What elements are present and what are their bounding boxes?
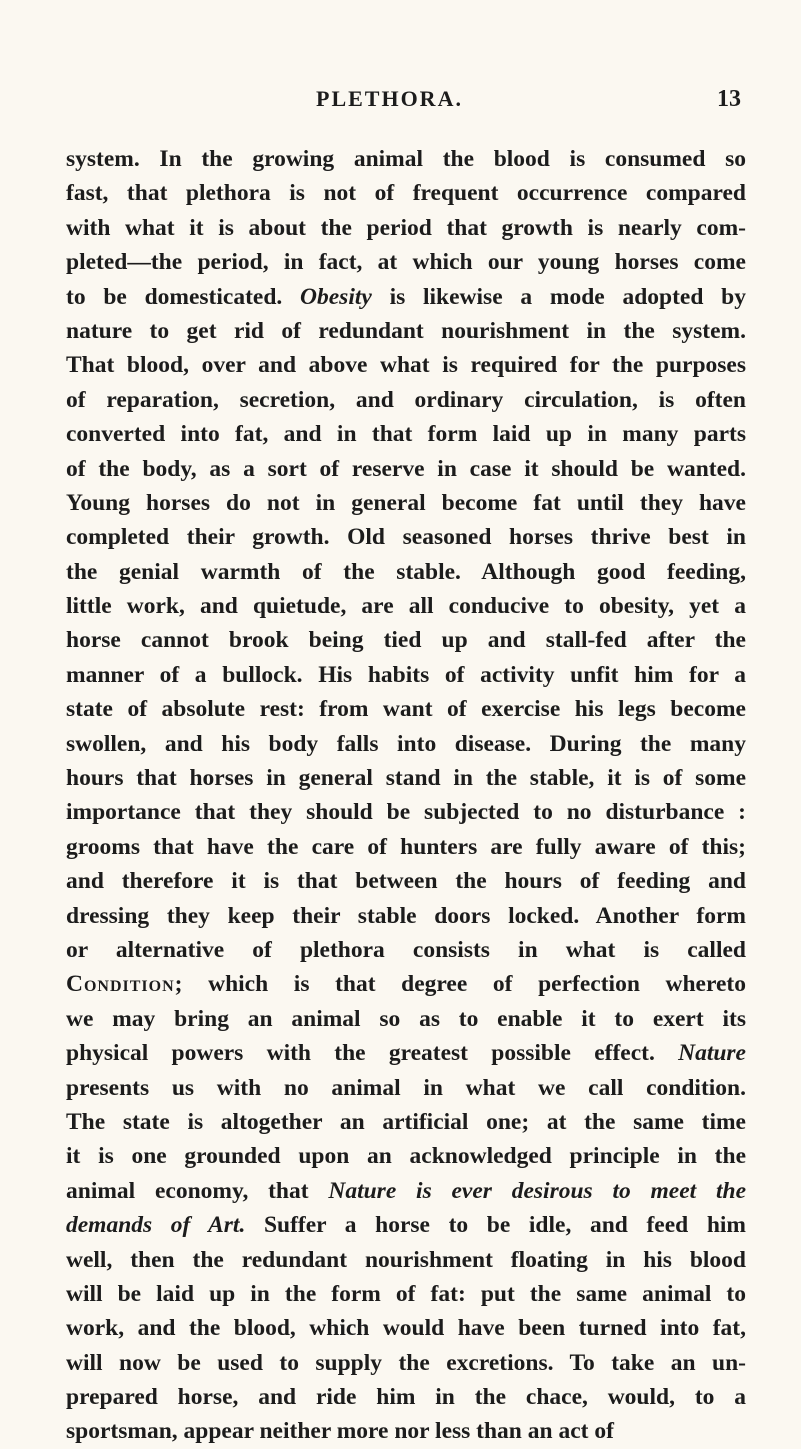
italic-text: Nature is ever desirous to meet the (328, 1177, 746, 1204)
text-line (66, 967, 746, 1001)
text-segment: or alternative of plethora consists in what is called (66, 936, 746, 963)
text-segment: hours that horses in general stand in the stable, it is of some (66, 765, 746, 792)
text-segment: will be laid up in the form of fat: put the same animal to (66, 1280, 746, 1307)
text-line (66, 1105, 746, 1139)
text-segment: swollen, and his body falls into disease. During the many (66, 730, 746, 757)
running-head: PLETHORA. (316, 86, 463, 111)
text-line (66, 727, 746, 761)
text-line (66, 1036, 746, 1070)
text-segment: grooms that have the care of hunters are fully aware of this; (66, 833, 746, 860)
text-line (66, 1071, 746, 1105)
text-segment: nature to get rid of redundant nourishment in the system. (66, 317, 746, 344)
text-line (66, 417, 746, 451)
text-line (66, 1208, 746, 1242)
smallcaps-text: Condition (66, 971, 175, 998)
text-segment: presents us with no animal in what we call condition. (66, 1074, 746, 1101)
text-segment: to be domesticated. (66, 283, 301, 310)
text-line (66, 176, 746, 210)
text-segment: it is one grounded upon an acknowledged principle in the (66, 1143, 746, 1170)
text-segment: and therefore it is that between the hours of feeding and (66, 868, 746, 895)
text-line (66, 1243, 746, 1277)
text-segment: of reparation, secretion, and ordinary circulation, is often (66, 386, 746, 413)
text-segment: dressing they keep their stable doors locked. Another form (66, 902, 746, 929)
text-segment: pleted—the period, in fact, at which our young horses come (66, 249, 746, 276)
text-line (66, 864, 746, 898)
text-segment: ; which is that degree of perfection whereto (174, 971, 746, 998)
text-segment: will now be used to supply the excretions. To take an un- (66, 1349, 746, 1376)
text-segment: of the body, as a sort of reserve in case it should be wanted. (66, 455, 746, 482)
text-line (66, 1002, 746, 1036)
text-segment: importance that they should be subjected to no disturbance : (66, 799, 746, 826)
text-segment: manner of a bullock. His habits of activity unfit him for a (66, 661, 746, 688)
text-line (66, 1346, 746, 1380)
text-segment: the genial warmth of the stable. Although good feeding, (66, 558, 746, 585)
text-line (66, 1414, 746, 1448)
text-line (66, 623, 746, 657)
text-line (66, 555, 746, 589)
text-segment: system. In the growing animal the blood is consumed so (66, 146, 746, 172)
text-segment: well, then the redundant nourishment floating in his blood (66, 1246, 746, 1273)
text-line (66, 1277, 746, 1311)
text-line (66, 795, 746, 829)
text-line (66, 520, 746, 554)
text-line (66, 348, 746, 382)
text-line (66, 899, 746, 933)
text-line (66, 1380, 746, 1414)
text-segment: fast, that plethora is not of frequent occurrence compared (66, 180, 746, 207)
text-line (66, 486, 746, 520)
text-segment: is likewise a mode adopted by (371, 283, 746, 310)
text-segment: The state is altogether an artificial one; at the same time (66, 1108, 746, 1135)
text-segment: state of absolute rest: from want of exercise his legs become (66, 696, 746, 723)
text-segment: horse cannot brook being tied up and stall-fed after the (66, 627, 746, 654)
text-line (66, 280, 746, 314)
text-segment: Young horses do not in general become fat until they have (66, 489, 746, 516)
body-text (66, 142, 746, 1449)
text-segment: completed their growth. Old seasoned horses thrive best in (66, 524, 746, 551)
text-segment: with what it is about the period that growth is nearly com- (66, 214, 746, 241)
text-line (66, 933, 746, 967)
italic-text: demands of Art. (66, 1212, 246, 1239)
text-segment: we may bring an animal so as to enable it to exert its (66, 1005, 746, 1032)
text-segment: That blood, over and above what is required for the purposes (66, 352, 746, 379)
text-line (66, 761, 746, 795)
text-line (66, 383, 746, 417)
text-line (66, 245, 746, 279)
text-segment: prepared horse, and ride him in the chace, would, to a (66, 1384, 746, 1411)
text-segment: sportsman, appear neither more nor less than an act of (66, 1418, 614, 1445)
text-line (66, 658, 746, 692)
page-header (0, 86, 801, 116)
text-segment: animal economy, that (66, 1177, 329, 1204)
text-line (66, 1174, 746, 1208)
text-line (66, 452, 746, 486)
text-line (66, 142, 746, 176)
text-line (66, 314, 746, 348)
italic-text: Nature (678, 1040, 746, 1067)
page-number: 13 (717, 86, 741, 112)
text-line (66, 830, 746, 864)
text-segment: physical powers with the greatest possible effect. (66, 1040, 679, 1067)
italic-text: Obesity (300, 283, 372, 310)
text-line (66, 1139, 746, 1173)
text-line (66, 1311, 746, 1345)
text-segment: converted into fat, and in that form laid up in many parts (66, 421, 746, 448)
text-line (66, 589, 746, 623)
text-segment: work, and the blood, which would have been turned into fat, (66, 1315, 746, 1342)
text-segment: little work, and quietude, are all conducive to obesity, yet a (66, 593, 746, 620)
text-line (66, 692, 746, 726)
text-line (66, 211, 746, 245)
text-segment: Suffer a horse to be idle, and feed him (245, 1212, 746, 1239)
